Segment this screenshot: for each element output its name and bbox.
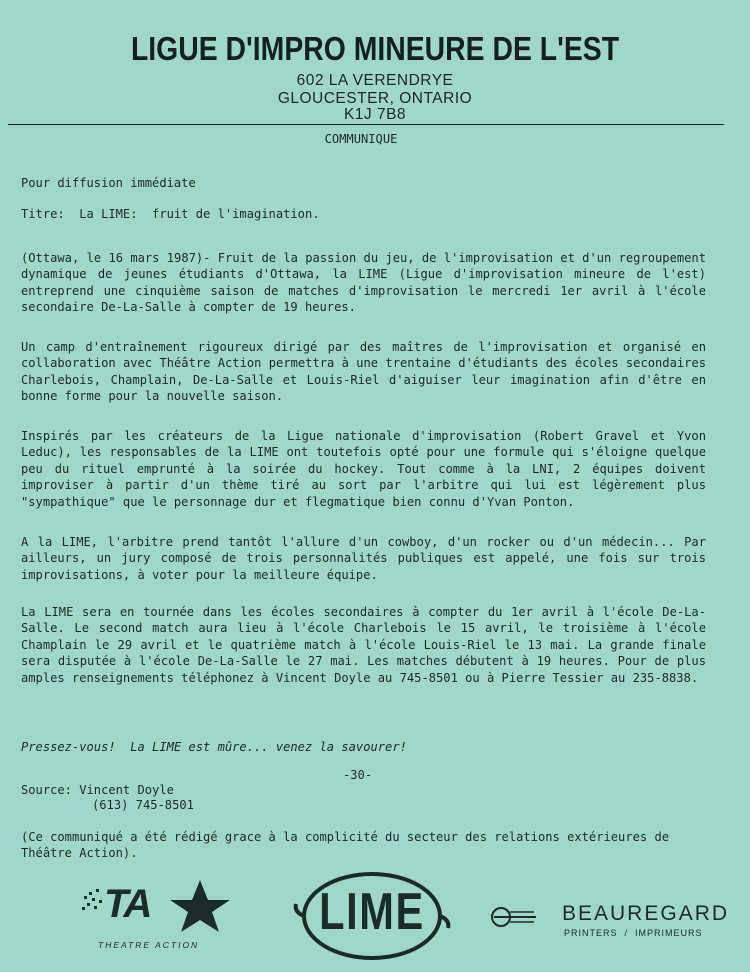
- theatre-action-caption: THEATRE ACTION: [98, 940, 200, 950]
- beauregard-wordmark: BEAUREGARD: [562, 902, 730, 925]
- lime-wordmark: LIME: [319, 883, 425, 941]
- printers-caption: PRINTERS / IMPRIMEURS: [564, 928, 703, 938]
- lime-logo: [292, 868, 452, 964]
- doc-type-label: COMMUNIQUE: [324, 132, 398, 146]
- theatre-action-logo: [78, 876, 238, 952]
- source-label: Source: Vincent Doyle: [21, 783, 174, 797]
- printer-emblem-icon: [490, 904, 540, 930]
- closing-note: (Ce communiqué a été rédigé grace à la complicité du secteur des relations extérieures de Théâtre Action).: [21, 830, 670, 861]
- paragraph-3: Inspirés par les créateurs de la Ligue nationale d'improvisation (Robert Gravel et Yvon Leduc), les responsables de la LIME ont toutefois opté pour une formule qui s'éloigne quelque peu du rituel emprunté à la soirée du hockey. Tout comme à la LNI, 2 équipes doivent improviser à partir d'un thème tiré au sort par l'arbitre qui lui est légèrement plus "sympathique" que le personnage dur et flegmatique bien connu d'Yvan Ponton.: [21, 429, 706, 509]
- star-mark-icon: [78, 876, 238, 936]
- header-divider: [8, 124, 724, 125]
- org-name-heading: LIGUE D'IMPRO MINEURE DE L'EST: [130, 30, 620, 67]
- paragraph-1: (Ottawa, le 16 mars 1987)- Fruit de la passion du jeu, de l'improvisation et d'un regroupement dynamique de jeunes étudiants d'Ottawa, la LIME (Ligue d'improvisation mineure de l'est) entreprend une cinquième saison de matches d'improvisation le mercredi 1er avril à l'école secondaire De-La-Salle à compter de 19 heures.: [21, 251, 706, 315]
- slogan: Pressez-vous! La LIME est mûre... venez la savourer!: [21, 740, 407, 754]
- end-mark: -30-: [343, 768, 373, 782]
- paragraph-5: La LIME sera en tournée dans les écoles secondaires à compter du 1er avril à l'école De-La-Salle. Le second match aura lieu à l'école Charlebois le 15 avril, le troisième à l'école Champlain le 29 avril et le quatrième match à l'école Louis-Riel le 13 mai. La grande finale sera disputée à l'école De-La-Salle le 27 mai. Les matches débutent à 19 heures. Pour de plus amples renseignements téléphonez à Vincent Doyle au 745-8501 ou à Pierre Tessier au 235-8838.: [21, 605, 706, 685]
- paragraph-2: Un camp d'entraînement rigoureux dirigé par des maîtres de l'improvisation et organisé en collaboration avec Théâtre Action permettra à une trentaine d'étudiants des écoles secondaires Charlebois, Champlain, De-La-Salle et Louis-Riel d'aiguiser leur imagination afin d'être en bonne forme pour la nouvelle saison.: [21, 340, 706, 404]
- beauregard-logo: [490, 900, 730, 950]
- release-line: Pour diffusion immédiate: [21, 176, 196, 190]
- source-phone: (613) 745-8501: [92, 798, 194, 812]
- title-line: Titre: La LIME: fruit de l'imagination.: [21, 207, 320, 221]
- address-line-2: GLOUCESTER, ONTARIO: [277, 90, 473, 107]
- ta-mark: TA: [104, 882, 151, 926]
- postal-code: K1J 7B8: [343, 106, 407, 123]
- paragraph-4: A la LIME, l'arbitre prend tantôt l'allure d'un cowboy, d'un rocker ou d'un médecin... Par ailleurs, un jury composé de trois personnalités publiques est appelé, une fois sur trois improvisations, à voter pour la meilleure équipe.: [21, 535, 706, 582]
- address-line-1: 602 LA VERENDRYE: [296, 72, 454, 89]
